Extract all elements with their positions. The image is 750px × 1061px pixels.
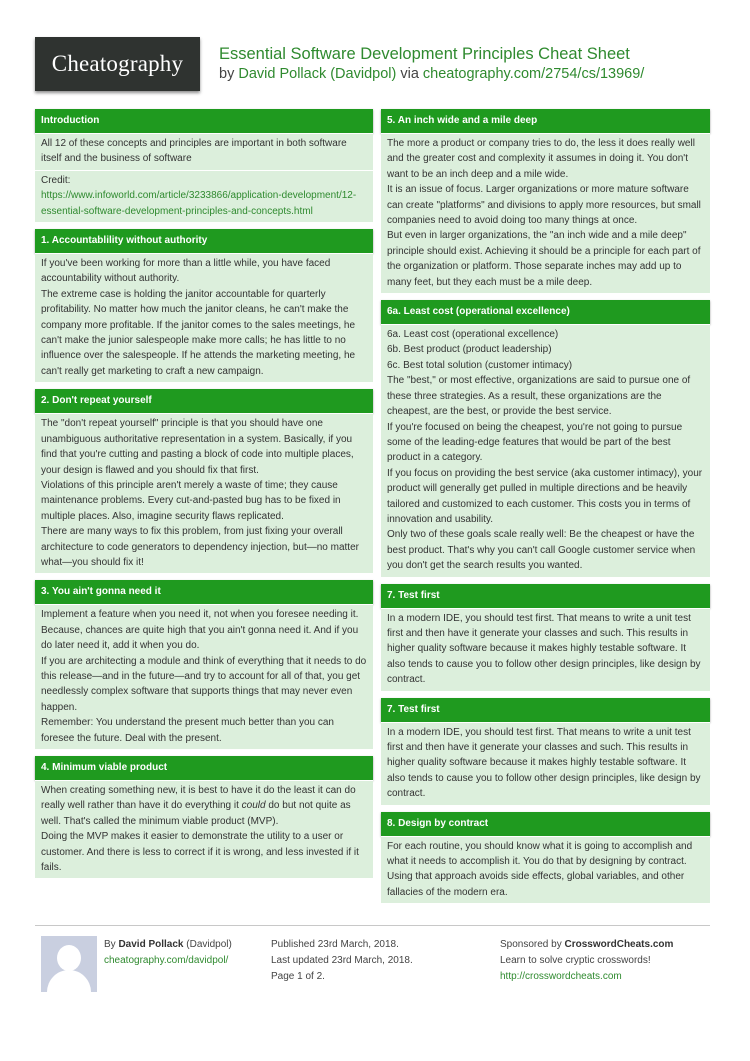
list-item: 6b. Best product (product leadership)	[387, 344, 552, 356]
footer-sponsor	[500, 937, 673, 985]
paragraph: It is an issue of focus. Larger organizations or more mature software can create "platforms" and divisions to apply more resources, but small companies need to avoid doing too many things at once.	[387, 184, 701, 227]
paragraph: The extreme case is holding the janitor accountable for quarterly profitability. No matter how much the janitor cleans, he can't make the company more profitable. If the janitor comes to the sales meetings, he can't make the junior salespeople make more calls; he has little to no influence over the salespeople. If he attends the marketing meeting, he can't really get marketing to craft a new campaign.	[41, 288, 356, 377]
section-least-cost	[381, 300, 710, 577]
footer-author	[104, 937, 232, 969]
page-footer	[35, 925, 710, 995]
sponsor-name[interactable]: CrosswordCheats.com	[564, 939, 674, 950]
section-body	[381, 133, 710, 293]
updated-date: Last updated 23rd March, 2018.	[271, 955, 413, 966]
section-dont-repeat-yourself	[35, 389, 373, 573]
section-title: 4. Minimum viable product	[35, 756, 373, 780]
paragraph: The more a product or company tries to do, the less it does really well and the greater cost and complexity it assumes in doing it. You don't want to be an inch deep and a mile wide.	[387, 138, 695, 180]
paragraph: If you are architecting a module and think of everything that it needs to do this release—and in the future—and try to account for all of that, you get needlessly complex software that supports things that may never even happen.	[41, 655, 367, 713]
right-column	[381, 109, 710, 910]
paragraph: Remember: You understand the present much better than you can foresee the future. Deal with the present.	[41, 717, 334, 744]
cheatography-logo[interactable]	[35, 37, 200, 91]
footer-author-line	[104, 937, 232, 953]
paragraph: The "don't repeat yourself" principle is that you should have one unambiguous authoritative representation in a system. Basically, if you find that you're cutting and pasting a block of code into multiple places, your design is flawed and you should fix that first.	[41, 418, 354, 476]
section-title: 3. You ain't gonna need it	[35, 580, 373, 604]
sponsor-link[interactable]: http://crosswordcheats.com	[500, 971, 622, 982]
section-design-by-contract	[381, 812, 710, 904]
section-body	[35, 604, 373, 749]
section-title: 6a. Least cost (operational excellence)	[381, 300, 710, 324]
paragraph: If you're focused on being the cheapest, you're not going to pursue some of the leading-edge features that would be part of the best product in a category.	[387, 421, 683, 464]
section-yagni	[35, 580, 373, 749]
emphasis: could	[241, 800, 266, 812]
section-title: 7. Test first	[381, 698, 710, 722]
section-body	[381, 324, 710, 577]
list-item: 6c. Best total solution (customer intimacy)	[387, 359, 573, 371]
paragraph: Implement a feature when you need it, not when you foresee needing it. Because, chances are quite high that you ain't gonna need it. And if you do later need it, add it when you do.	[41, 609, 359, 652]
credit-link[interactable]: https://www.infoworld.com/article/3233866/application-development/12-essential-software-development-principles-and-concepts.html	[41, 190, 357, 217]
text-run: do but not quite as well. That's called the minimum viable product (MVP).	[41, 800, 351, 827]
section-body	[35, 780, 373, 878]
paragraph: Only two of these goals scale really well: Be the cheapest or have the best product. That's why you can't call Google customer service when you don't get the search results you wanted.	[387, 529, 696, 572]
sheet-url-link[interactable]: cheatography.com/2754/cs/13969/	[422, 66, 645, 82]
byline-by: by	[219, 66, 235, 82]
page-header	[0, 0, 750, 110]
sponsor-tagline: Learn to solve cryptic crosswords!	[500, 955, 651, 966]
section-accountability	[35, 229, 373, 382]
section-inch-wide-mile-deep	[381, 109, 710, 293]
footer-author-name: David Pollack	[118, 939, 184, 950]
sponsor-line	[500, 937, 673, 953]
byline-via: via	[400, 66, 419, 82]
section-title: 1. Accountablility without authority	[35, 229, 373, 253]
section-title: 7. Test first	[381, 584, 710, 608]
section-body: For each routine, you should know what it is going to accomplish and what it needs to accomplish it. You do that by designing by contract. Using that approach avoids side effects, global variables, and other fallacies of the modern era.	[381, 836, 710, 904]
paragraph: Violations of this principle aren't merely a waste of time; they cause maintenance problems. Every cut-and-pasted bug has to be fixed in multiple places. Also, imagine security flaws replicated.	[41, 479, 341, 522]
avatar-head-shape	[57, 945, 81, 971]
published-date: Published 23rd March, 2018.	[271, 939, 399, 950]
sponsored-by-label: Sponsored by	[500, 939, 562, 950]
byline	[219, 66, 644, 82]
author-link[interactable]: David Pollack (Davidpol)	[238, 66, 397, 82]
section-test-first	[381, 584, 710, 691]
logo-text: Cheatography	[51, 51, 184, 76]
section-title: 8. Design by contract	[381, 812, 710, 836]
paragraph	[41, 783, 367, 829]
paragraph: If you've been working for more than a little while, you have faced accountability without authority.	[41, 258, 331, 285]
credit-label: Credit:	[41, 174, 71, 186]
avatar	[41, 936, 97, 992]
section-title: 5. An inch wide and a mile deep	[381, 109, 710, 133]
list-item: 6a. Least cost (operational excellence)	[387, 329, 559, 341]
intro-text: All 12 of these concepts and principles are important in both software itself and the business of software	[35, 133, 373, 170]
section-body: In a modern IDE, you should test first. That means to write a unit test first and then have it generate your classes and such. This results in higher quality software because it makes highly testable software. It also tends to cause you to follow other design principles, like design by contract.	[381, 608, 710, 691]
paragraph: But even in larger organizations, the "an inch wide and a mile deep" principle should exist. Achieving it should be a principle for each part of the organization or platform. Those separate inches may add up to many feet, but they each must be a mile deep.	[387, 230, 701, 288]
section-introduction	[35, 109, 373, 222]
page-title: Essential Software Development Principles Cheat Sheet	[219, 45, 630, 63]
text-run: When creating something new, it is best to have it do the least it can do really well rather than have it do everything it	[41, 785, 356, 812]
footer-dates	[271, 937, 413, 985]
section-title: 2. Don't repeat yourself	[35, 389, 373, 413]
avatar-body-shape	[47, 970, 91, 992]
paragraph: If you focus on providing the best service (aka customer intimacy), your product will generally get pulled in multiple directions and be heavily tailored and customized to each customer. This costs you in terms of innovation and usability.	[387, 467, 703, 525]
paragraph: There are many ways to fix this problem, from just fixing your overall architecture to code generators to dependency injection, but—no matter what—you should fix it!	[41, 526, 359, 568]
section-title: Introduction	[35, 109, 373, 133]
paragraph: Doing the MVP makes it easier to demonstrate the utility to a user or customer. And there is less to correct if it is wrong, and less invested if it fails.	[41, 831, 359, 874]
footer-by: By	[104, 939, 116, 950]
page-number: Page 1 of 2.	[271, 971, 325, 982]
footer-author-handle: (Davidpol)	[186, 939, 232, 950]
section-body: In a modern IDE, you should test first. That means to write a unit test first and then have it generate your classes and such. This results in higher quality software because it makes highly testable software. It also tends to cause you to follow other design principles, like design by contract.	[381, 722, 710, 805]
credit-row	[35, 170, 373, 222]
section-body	[35, 253, 373, 382]
section-body	[35, 413, 373, 573]
section-test-first-duplicate	[381, 698, 710, 805]
section-mvp	[35, 756, 373, 878]
footer-author-link[interactable]: cheatography.com/davidpol/	[104, 955, 229, 966]
paragraph: The "best," or most effective, organizations are said to pursue one of these three strategies. As a result, these organizations are the cheapest, are the best, or provide the best service.	[387, 375, 691, 418]
left-column	[35, 109, 373, 885]
